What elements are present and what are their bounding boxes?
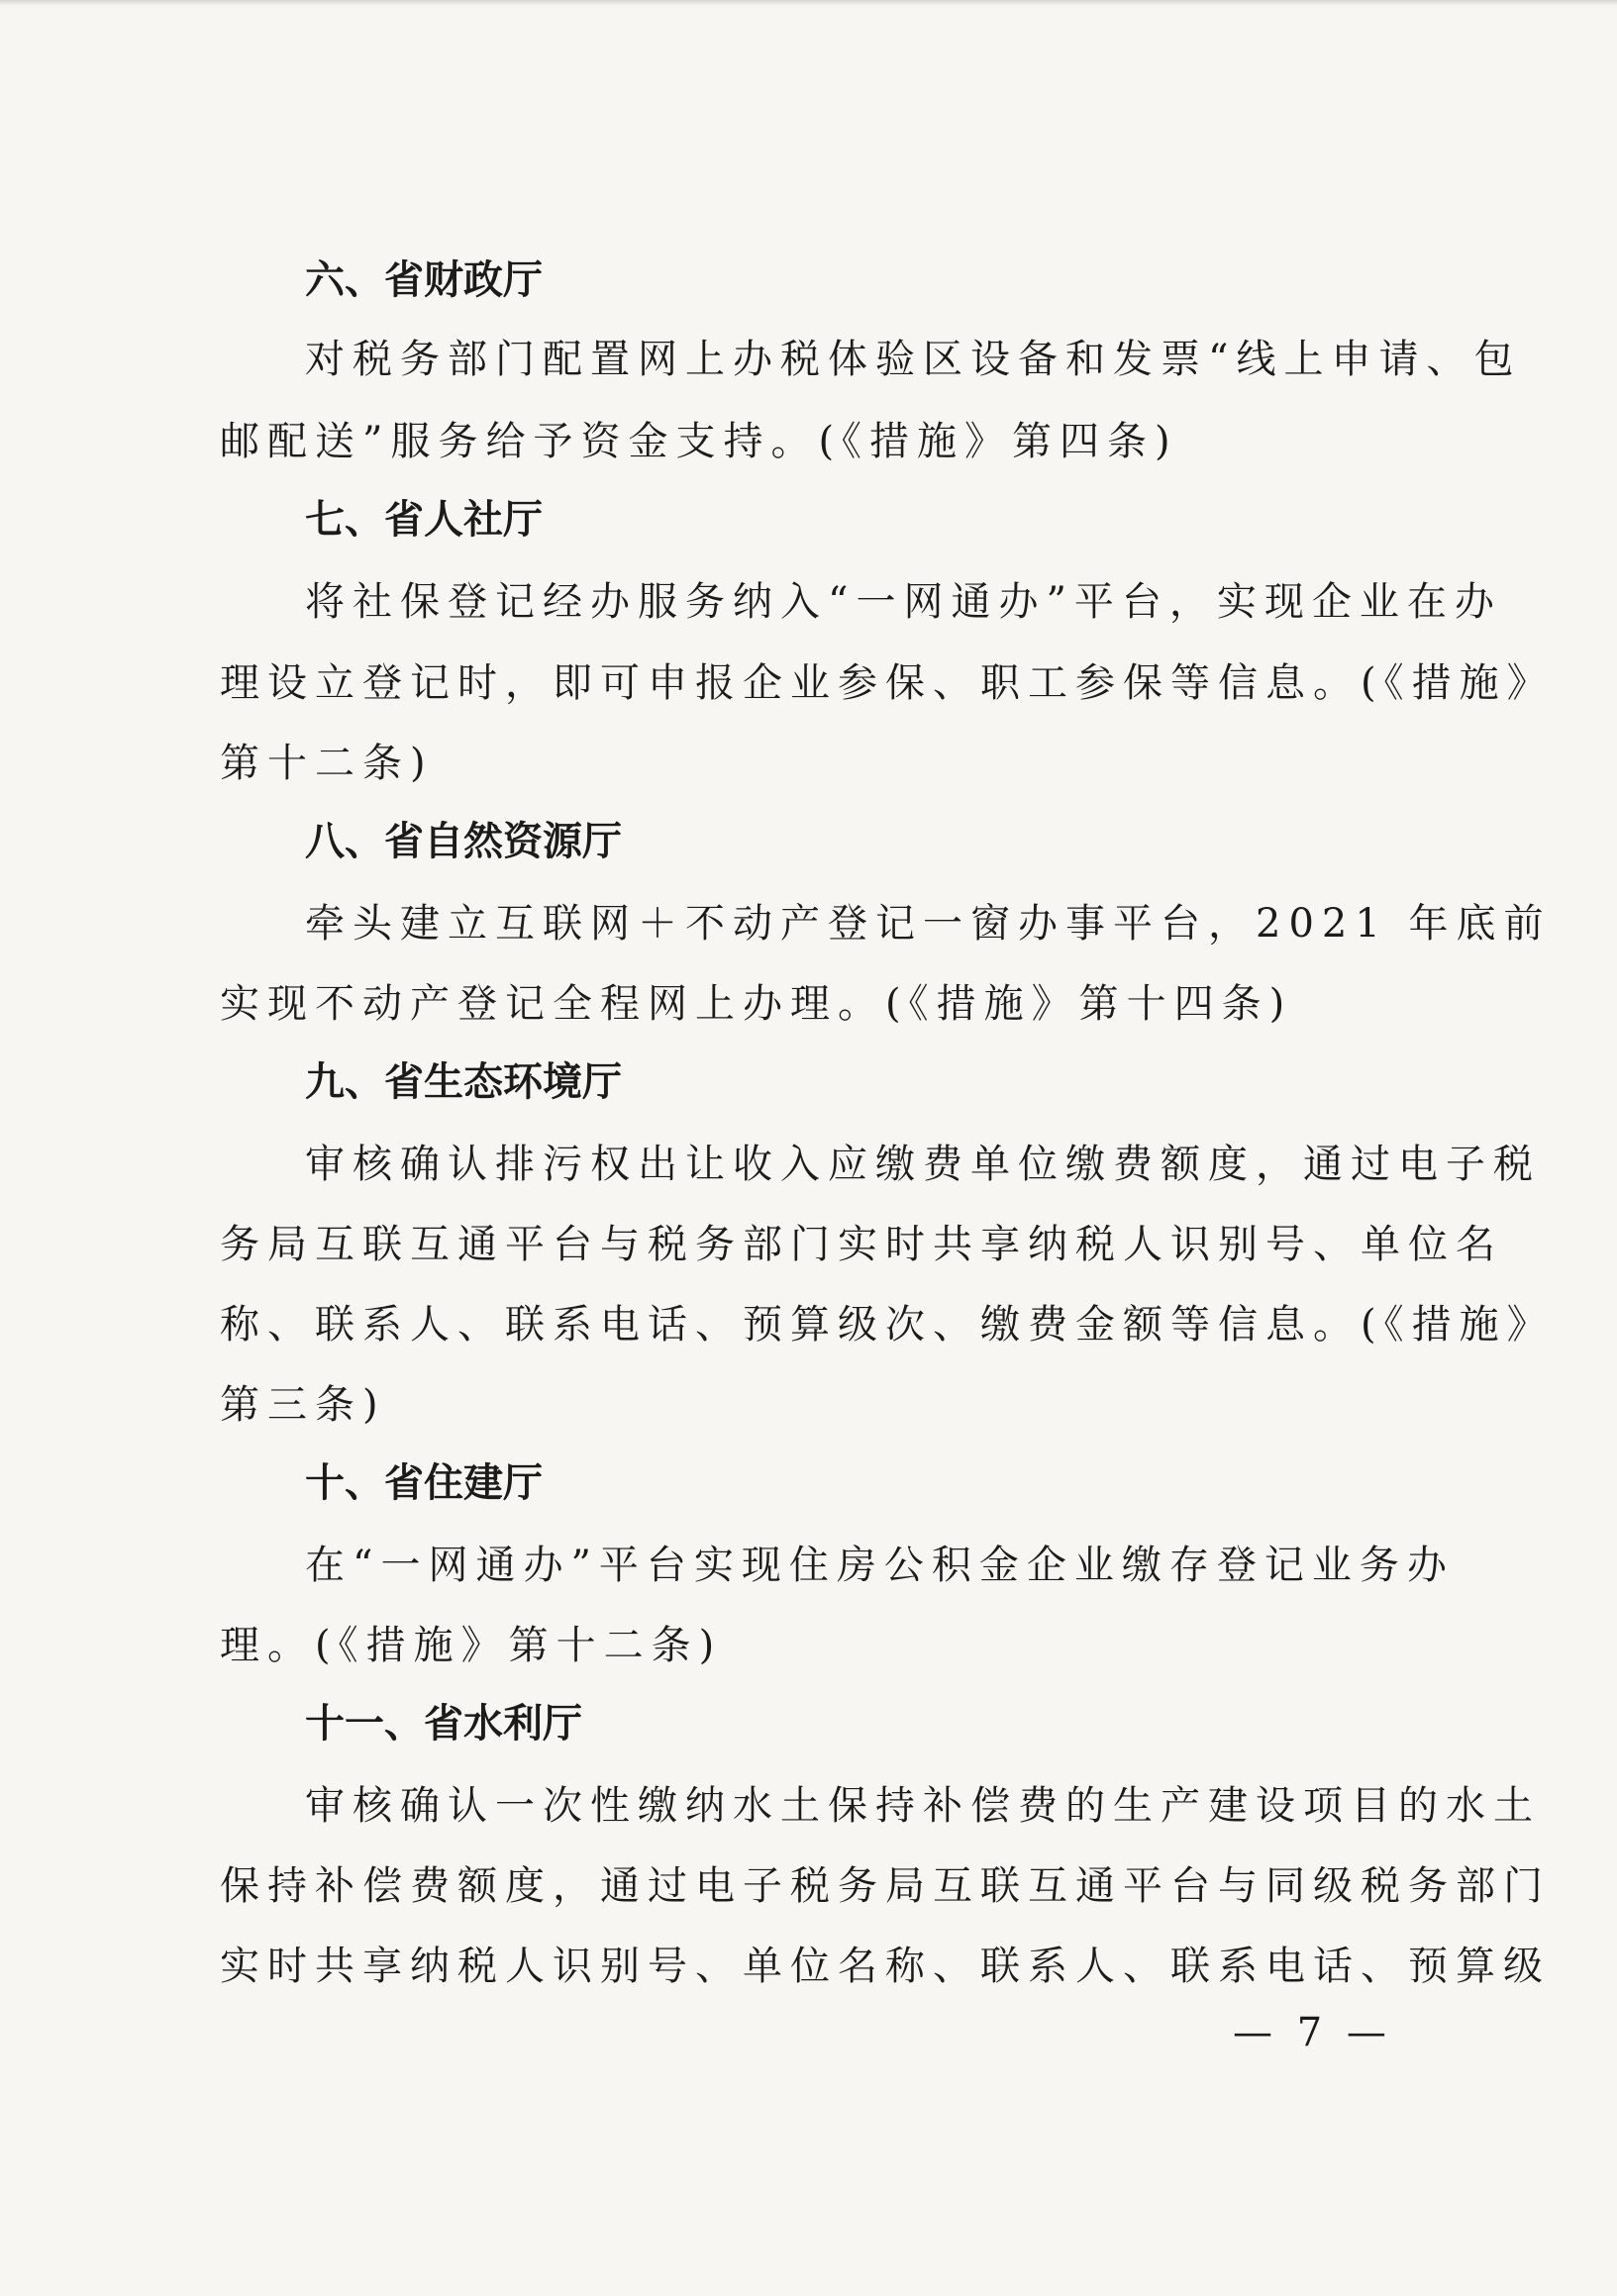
section-9-line-4: 第三条) xyxy=(220,1382,386,1428)
section-heading-10: 十、省住建厅 xyxy=(305,1460,543,1506)
section-9-line-2: 务局互联互通平台与税务部门实时共享纳税人识别号、单位名 xyxy=(220,1222,1503,1267)
section-9-line-1: 审核确认排污权出让收入应缴费单位缴费额度，通过电子税 xyxy=(305,1142,1541,1187)
scan-top-edge xyxy=(0,0,1617,6)
section-6-line-1: 对税务部门配置网上办税体验区设备和发票“线上申请、包 xyxy=(305,337,1522,382)
section-8-line-1: 牵头建立互联网＋不动产登记一窗办事平台，2021 年底前 xyxy=(305,901,1552,947)
section-7-line-3: 第十二条) xyxy=(220,741,434,786)
section-11-line-3: 实时共享纳税人识别号、单位名称、联系人、联系电话、预算级 xyxy=(220,1944,1551,1989)
section-9-line-3: 称、联系人、联系电话、预算级次、缴费金额等信息。(《措施》 xyxy=(220,1302,1555,1348)
section-6-line-2: 邮配送”服务给予资金支持。(《措施》第四条) xyxy=(220,419,1178,464)
section-10-line-2: 理。(《措施》第十二条) xyxy=(220,1623,723,1668)
section-heading-6: 六、省财政厅 xyxy=(305,257,543,303)
section-8-line-2: 实现不动产登记全程网上办理。(《措施》第十四条) xyxy=(220,981,1293,1027)
section-heading-11: 十一、省水利厅 xyxy=(305,1701,582,1747)
section-heading-7: 七、省人社厅 xyxy=(305,497,543,543)
section-heading-8: 八、省自然资源厅 xyxy=(305,819,622,864)
section-7-line-2: 理设立登记时，即可申报企业参保、职工参保等信息。(《措施》 xyxy=(220,660,1555,706)
section-7-line-1: 将社保登记经办服务纳入“一网通办”平台，实现企业在办 xyxy=(305,579,1502,625)
section-10-line-1: 在“一网通办”平台实现住房公积金企业缴存登记业务办 xyxy=(305,1543,1455,1588)
section-heading-9: 九、省生态环境厅 xyxy=(305,1059,622,1105)
section-11-line-2: 保持补偿费额度，通过电子税务局互联互通平台与同级税务部门 xyxy=(220,1863,1551,1909)
page-number: — 7 — xyxy=(1233,2010,1392,2055)
section-11-line-1: 审核确认一次性缴纳水土保持补偿费的生产建设项目的水土 xyxy=(305,1783,1541,1829)
